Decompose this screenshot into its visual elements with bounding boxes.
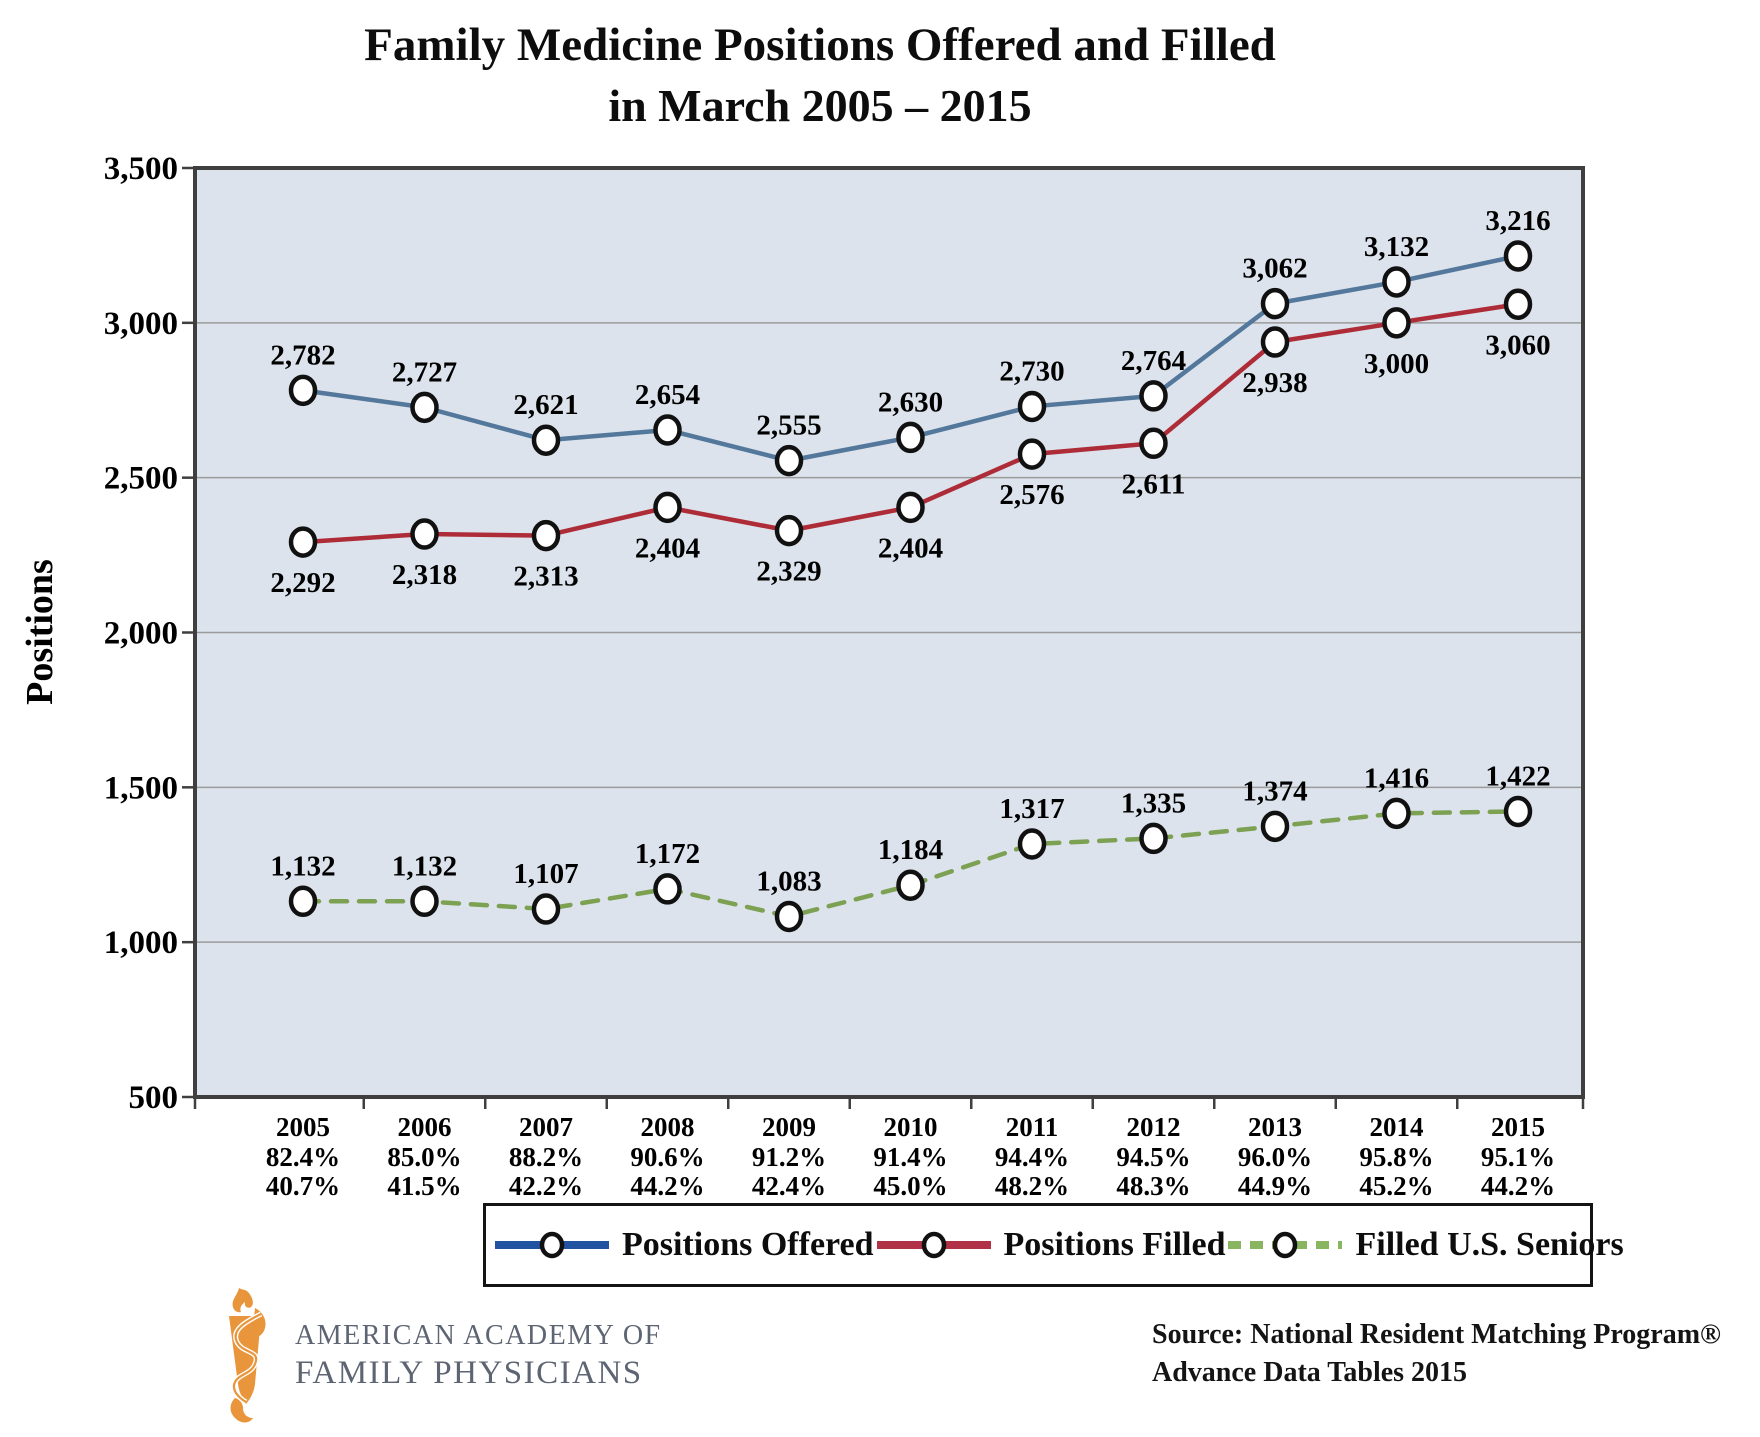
- data-point-label: 1,335: [1120, 787, 1187, 820]
- data-point-marker: [777, 903, 801, 930]
- data-point-label: 2,313: [513, 560, 579, 593]
- data-point-label: 1,184: [877, 834, 944, 867]
- y-tick-label: 1,000: [103, 925, 178, 962]
- chart-title-line1: Family Medicine Positions Offered and Filled: [364, 19, 1276, 71]
- x-tick-label-year: 2009: [762, 1112, 816, 1142]
- aafp-org-name: [295, 1319, 662, 1393]
- y-tick-label: 3,500: [103, 151, 178, 187]
- aafp-org-line1: AMERICAN ACADEMY OF: [295, 1319, 662, 1351]
- data-point-marker: [1385, 268, 1409, 295]
- data-point-label: 2,654: [634, 378, 701, 411]
- data-point-marker: [1142, 825, 1166, 852]
- data-point-marker: [899, 872, 923, 899]
- data-point-marker: [1020, 831, 1044, 858]
- x-tick-label-year: 2005: [276, 1112, 330, 1142]
- legend-marker-icon: [924, 1234, 944, 1256]
- y-tick-label: 1,500: [103, 770, 178, 807]
- data-point-marker: [1506, 291, 1530, 318]
- chart-title-line2: in March 2005 – 2015: [608, 80, 1032, 132]
- data-point-label: 1,107: [513, 858, 579, 891]
- data-point-label: 1,083: [756, 865, 822, 898]
- data-point-label: 3,000: [1363, 347, 1430, 380]
- data-point-marker: [899, 424, 923, 451]
- data-point-marker: [291, 377, 315, 404]
- aafp-org-line2: FAMILY PHYSICIANS: [295, 1354, 643, 1391]
- legend-swatch-filled: [874, 1228, 994, 1262]
- data-point-label: 2,630: [877, 386, 944, 419]
- data-point-label: 2,782: [270, 339, 336, 372]
- x-tick-label-pct2: 48.2%: [994, 1171, 1070, 1200]
- data-point-marker: [1020, 393, 1044, 420]
- x-tick-label-year: 2008: [640, 1112, 695, 1142]
- data-point-label: 1,416: [1363, 762, 1430, 795]
- x-tick-label-pct2: 42.4%: [751, 1171, 827, 1200]
- x-tick-label-pct1: 94.5%: [1116, 1142, 1191, 1172]
- data-point-marker: [899, 494, 923, 521]
- legend-label-filled: Positions Filled: [1003, 1226, 1226, 1263]
- data-point-label: 2,292: [270, 567, 336, 600]
- source-line1: Source: National Resident Matching Program®: [1152, 1319, 1721, 1350]
- legend-marker-icon: [1275, 1234, 1295, 1256]
- data-point-marker: [1263, 813, 1287, 840]
- data-point-marker: [656, 875, 680, 902]
- legend-marker-icon: [542, 1234, 562, 1256]
- x-tick-label-pct2: 48.3%: [1116, 1171, 1191, 1200]
- y-tick-label: 500: [128, 1080, 178, 1116]
- data-point-marker: [1020, 441, 1044, 468]
- data-point-marker: [291, 888, 315, 915]
- x-tick-label-year: 2007: [519, 1112, 573, 1142]
- data-point-marker: [656, 416, 680, 443]
- legend-entry-positions-filled: [874, 1226, 1226, 1264]
- data-point-label: 2,404: [634, 532, 701, 565]
- legend-swatch-offered: [492, 1228, 612, 1262]
- x-tick-label-pct1: 82.4%: [265, 1142, 341, 1172]
- data-point-marker: [1385, 800, 1409, 827]
- data-point-marker: [656, 494, 680, 521]
- data-point-label: 2,621: [513, 389, 579, 422]
- data-point-label: 2,329: [756, 555, 822, 588]
- data-point-label: 3,216: [1485, 204, 1551, 237]
- data-point-marker: [1506, 242, 1530, 269]
- data-point-label: 2,404: [877, 532, 944, 565]
- x-tick-label-pct1: 91.4%: [873, 1142, 948, 1172]
- data-point-marker: [534, 427, 558, 454]
- x-tick-label-pct1: 85.0%: [387, 1142, 462, 1172]
- data-point-marker: [1263, 329, 1287, 356]
- x-tick-label-pct1: 96.0%: [1237, 1142, 1313, 1172]
- x-tick-label-pct1: 95.8%: [1359, 1142, 1434, 1172]
- data-point-label: 1,317: [999, 793, 1065, 826]
- data-point-label: 1,422: [1485, 760, 1551, 793]
- x-tick-label-pct1: 94.4%: [994, 1142, 1070, 1172]
- data-point-marker: [534, 896, 558, 923]
- data-point-label: 3,132: [1363, 230, 1430, 263]
- x-tick-label-year: 2015: [1491, 1112, 1545, 1142]
- y-tick-label: 2,000: [103, 615, 178, 652]
- data-point-label: 3,062: [1242, 252, 1308, 285]
- data-point-label: 2,938: [1242, 367, 1308, 400]
- data-point-label: 2,611: [1121, 468, 1186, 501]
- x-tick-label-year: 2014: [1369, 1112, 1424, 1142]
- x-tick-label-year: 2012: [1126, 1112, 1181, 1142]
- data-point-marker: [413, 394, 437, 421]
- data-point-marker: [413, 888, 437, 915]
- y-tick-label: 3,000: [103, 305, 178, 342]
- data-point-label: 2,318: [391, 559, 458, 592]
- x-tick-label-pct2: 41.5%: [387, 1171, 462, 1200]
- legend-entry-positions-offered: [492, 1226, 874, 1264]
- x-tick-label-pct2: 40.7%: [265, 1171, 341, 1200]
- x-tick-label-year: 2013: [1248, 1112, 1302, 1142]
- aafp-torch-icon: [215, 1286, 277, 1426]
- data-point-label: 2,727: [391, 356, 458, 389]
- data-point-label: 2,555: [756, 409, 822, 442]
- x-tick-label-pct2: 42.2%: [508, 1171, 584, 1200]
- x-tick-label-pct2: 45.0%: [873, 1171, 948, 1200]
- data-point-label: 1,132: [270, 850, 336, 883]
- data-point-marker: [777, 447, 801, 474]
- source-line2: Advance Data Tables 2015: [1152, 1356, 1468, 1388]
- legend-label-offered: Positions Offered: [622, 1226, 874, 1263]
- legend-label-seniors: Filled U.S. Seniors: [1355, 1226, 1624, 1263]
- source-citation: [1152, 1316, 1721, 1392]
- data-point-marker: [1506, 798, 1530, 825]
- y-axis-title: Positions: [19, 559, 61, 705]
- data-point-marker: [291, 529, 315, 556]
- x-tick-label-pct2: 45.2%: [1359, 1171, 1434, 1200]
- data-point-label: 2,764: [1120, 344, 1187, 377]
- data-point-label: 3,060: [1485, 329, 1551, 362]
- data-point-marker: [1385, 309, 1409, 336]
- legend-swatch-seniors: [1225, 1228, 1345, 1262]
- chart-legend: [483, 1203, 1624, 1287]
- x-tick-label-year: 2010: [883, 1112, 938, 1142]
- data-point-label: 2,730: [999, 355, 1065, 388]
- y-tick-label: 2,500: [103, 460, 178, 497]
- x-tick-label-pct1: 90.6%: [630, 1142, 705, 1172]
- aafp-logo: [215, 1286, 662, 1426]
- x-tick-label-pct2: 44.2%: [630, 1171, 705, 1200]
- x-tick-label-pct1: 91.2%: [751, 1142, 827, 1172]
- x-tick-label-year: 2006: [397, 1112, 452, 1142]
- data-point-marker: [777, 517, 801, 544]
- legend-entry-filled-us-seniors: [1225, 1226, 1623, 1264]
- data-point-marker: [534, 522, 558, 549]
- x-tick-label-pct2: 44.2%: [1480, 1171, 1556, 1200]
- data-point-label: 1,374: [1242, 775, 1308, 808]
- data-point-label: 1,172: [634, 837, 701, 870]
- data-point-marker: [413, 521, 437, 548]
- x-tick-label-pct1: 95.1%: [1480, 1142, 1556, 1172]
- data-point-label: 2,576: [999, 479, 1065, 512]
- x-tick-label-year: 2011: [1005, 1112, 1059, 1142]
- data-point-marker: [1142, 430, 1166, 457]
- data-point-marker: [1263, 290, 1287, 317]
- x-tick-label-pct1: 88.2%: [508, 1142, 584, 1172]
- data-point-marker: [1142, 382, 1166, 409]
- data-point-label: 1,132: [391, 850, 458, 883]
- x-tick-label-pct2: 44.9%: [1237, 1171, 1313, 1200]
